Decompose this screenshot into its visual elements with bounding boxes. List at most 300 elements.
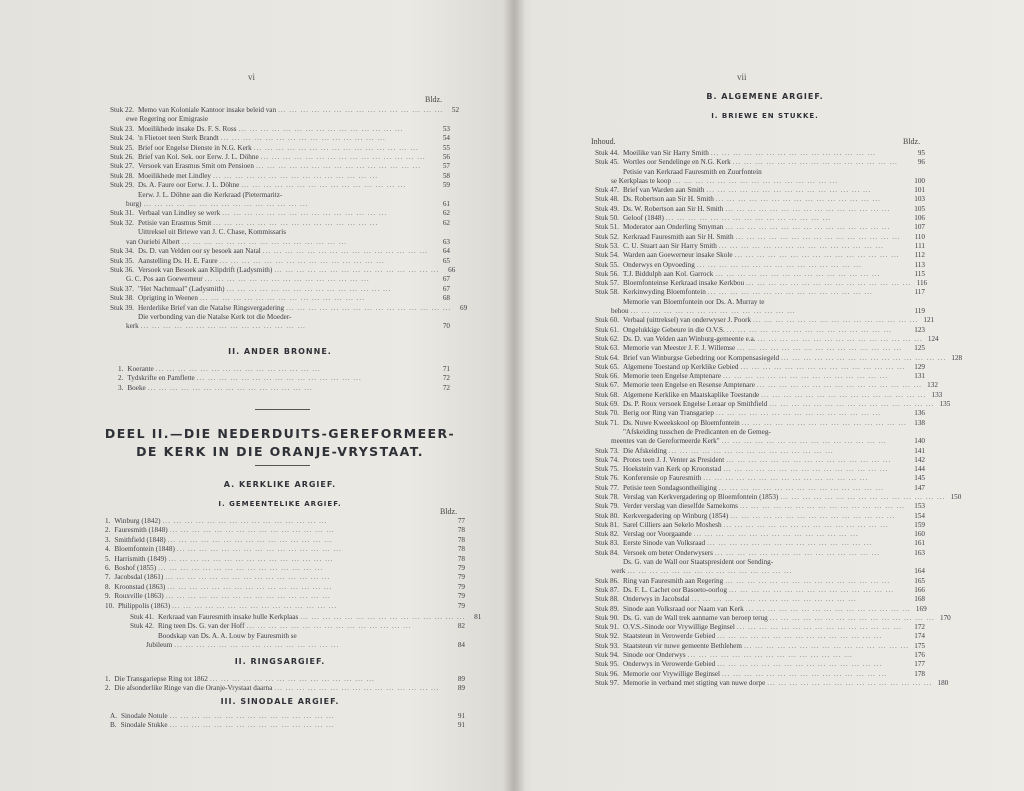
- toc-entry-label: A.: [110, 712, 117, 720]
- toc-entry-title: Ds. Robertson aan Sir H. Smith: [622, 195, 714, 204]
- toc-entry-label: Stuk 75.: [595, 465, 619, 474]
- toc-entry-leader: [213, 172, 434, 181]
- toc-entry-leader: [143, 200, 434, 209]
- toc-entry-title: Verbaal van Lindley se werk: [137, 209, 221, 218]
- toc-list-ringe: [105, 675, 465, 694]
- toc-entry-leader: [716, 195, 909, 204]
- toc-entry-title: se Kerkplaas te koop: [611, 176, 672, 185]
- toc-entry: [595, 233, 925, 242]
- toc-entry-title: Sinode oor Onderwys: [622, 651, 686, 660]
- toc-entry-leader: [761, 391, 926, 400]
- toc-entry-leader: [758, 335, 923, 344]
- toc-entry-leader: [688, 651, 909, 660]
- toc-entry-label: Stuk 25.: [110, 143, 134, 152]
- toc-entry-title: Berig oor Ring van Transgariep: [622, 409, 715, 418]
- toc-entry-label: Stuk 65.: [595, 362, 619, 371]
- toc-entry: [110, 712, 465, 721]
- toc-entry-leader: [162, 517, 449, 526]
- toc-entry-leader: [744, 642, 909, 651]
- toc-entry-page: 132: [927, 381, 938, 390]
- part-two-heading-line1: DEEL II.—DIE NEDERDUITS-GEREFORMEER-: [104, 426, 456, 441]
- toc-entry-label: Stuk 60.: [595, 316, 619, 325]
- toc-entry: [105, 573, 465, 582]
- toc-entry-title: van Ouriebi Albert: [126, 237, 180, 246]
- toc-entry: [595, 567, 925, 576]
- toc-entry-title: Ds. P. Roux versoek Engelse Leraar op Smithfield: [622, 400, 768, 409]
- toc-entry-page: 116: [916, 279, 928, 288]
- toc-entry: [118, 384, 450, 393]
- toc-entry: [595, 678, 949, 688]
- toc-entry-label: Stuk 38.: [110, 294, 134, 303]
- toc-entry: [595, 447, 925, 456]
- toc-entry-page: 62: [442, 218, 450, 227]
- toc-entry: [595, 381, 938, 390]
- toc-entry-page: 123: [914, 325, 925, 334]
- toc-entry-leader: [241, 181, 434, 190]
- toc-entry-label: Stuk 84.: [595, 548, 619, 557]
- toc-entry-title: Bloemfontein (1848): [114, 545, 175, 554]
- toc-entry-label: Stuk 49.: [595, 204, 619, 213]
- toc-entry-title: Petisie van Erasmus Smit: [137, 218, 212, 227]
- toc-entry-leader: [286, 304, 451, 313]
- toc-entry-page: 72: [442, 374, 450, 383]
- toc-entry-leader: [210, 675, 449, 684]
- toc-entry-label: Stuk 57.: [595, 279, 619, 288]
- toc-entry-title: Memorie oor Vrywillige Beginsel: [622, 669, 721, 678]
- right-page-col-left: Inhoud.: [591, 137, 616, 146]
- toc-entry-label: Stuk 88.: [595, 595, 619, 604]
- toc-entry-title: Die Afskeiding: [622, 446, 667, 455]
- toc-entry-page: 125: [914, 344, 925, 353]
- toc-entry-title: Staatsteun in Verowerde Gebied: [622, 632, 716, 641]
- toc-entry-page: 78: [457, 554, 465, 563]
- toc-entry-leader: [703, 474, 909, 483]
- toc-entry: [110, 228, 450, 237]
- toc-entry: [595, 270, 925, 279]
- toc-entry: [130, 613, 482, 622]
- toc-entry-title: Harrismith (1849): [114, 554, 167, 563]
- toc-entry: [595, 205, 925, 214]
- section-briewe-en-stukke: I. BRIEWE EN STUKKE.: [711, 112, 819, 120]
- toc-entry-label: Stuk 44.: [595, 149, 619, 157]
- right-page-col-right: Bldz.: [903, 137, 921, 146]
- toc-entry-label: Stuk 80.: [595, 511, 619, 520]
- left-page-col-label-2: Bldz.: [440, 507, 458, 516]
- toc-entry-page: 168: [914, 595, 925, 604]
- toc-entry: [595, 334, 939, 344]
- toc-entry-label: Stuk 64.: [595, 353, 619, 362]
- toc-entry-title: Oprigting in Weenen: [137, 294, 198, 303]
- toc-entry-label: 8.: [105, 582, 111, 591]
- toc-entry-leader: [627, 567, 909, 576]
- toc-entry-page: 160: [914, 530, 925, 539]
- toc-entry-title: Ds. F. L. Cachet oor Basoeto-oorlog: [622, 585, 727, 594]
- toc-entry-page: 61: [442, 200, 450, 209]
- toc-entry-label: 2.: [118, 374, 124, 383]
- toc-entry: [595, 530, 925, 539]
- toc-entry-title: Petisie van Kerkraad Fauresmith en Zuurfontein: [622, 167, 762, 176]
- toc-entry-leader: [733, 158, 909, 167]
- toc-entry-title: Hoekstein van Kerk op Kroonstad: [622, 465, 722, 474]
- toc-entry-label: 2.: [105, 526, 111, 535]
- right-page: [525, 0, 1024, 791]
- toc-entry-label: Stuk 36.: [110, 265, 134, 274]
- toc-entry-label: Stuk 67.: [595, 381, 619, 390]
- toc-entry: [110, 153, 450, 162]
- toc-entry-page: 81: [474, 613, 482, 621]
- toc-entry-page: 119: [914, 307, 925, 316]
- toc-entry-leader: [631, 307, 909, 316]
- toc-entry-page: 67: [442, 284, 450, 293]
- toc-entry-page: 117: [914, 288, 925, 297]
- toc-entry-title: Onderwys in Verowerde Gebied: [622, 660, 716, 669]
- toc-entry-label: 6.: [105, 564, 111, 573]
- toc-entry: [595, 660, 925, 669]
- toc-entry-label: 10.: [105, 601, 114, 610]
- toc-entry-leader: [725, 223, 909, 232]
- divider-rule: [255, 465, 310, 466]
- toc-entry-label: Stuk 74.: [595, 455, 619, 464]
- toc-entry-title: 'n Flietoet teen Sterk Brandt: [137, 134, 219, 143]
- toc-entry: [595, 307, 925, 316]
- toc-entry: [595, 502, 925, 511]
- toc-entry-leader: [707, 539, 909, 548]
- toc-entry-title: "Afskeiding tusschen de Predicanten en de Gemeg-: [622, 427, 771, 436]
- toc-entry: [595, 595, 925, 604]
- toc-entry-title: Warden aan Goewerneur insake Skole: [622, 251, 733, 260]
- toc-entry: [595, 251, 925, 260]
- toc-entry-title: Ds. W. Robertson aan Sir H. Smith: [622, 204, 724, 213]
- toc-entry: [595, 549, 925, 558]
- toc-entry-title: Memo van Koloniale Kantoor insake beleid van: [137, 106, 277, 114]
- toc-entry: [595, 149, 925, 158]
- toc-entry-leader: [735, 251, 909, 260]
- toc-entry-title: Ring van Fauresmith aan Regering: [622, 576, 724, 585]
- toc-entry-title: Kerkraad Fauresmith aan Sir H. Smith: [622, 232, 734, 241]
- toc-entry: [110, 313, 450, 322]
- section-algemene-argief: B. ALGEMENE ARGIEF.: [706, 92, 824, 101]
- toc-entry-page: 178: [914, 669, 925, 678]
- toc-entry-title: Brief van Kol. Sek. oor Eerw. J. L. Döhne: [137, 153, 259, 162]
- toc-entry-leader: [158, 564, 449, 573]
- toc-entry-title: Smithfield (1848): [114, 535, 166, 544]
- toc-list-ander-bronne: [118, 365, 450, 393]
- toc-entry-page: 113: [914, 260, 925, 269]
- toc-entry: [110, 106, 460, 115]
- toc-entry-leader: [767, 679, 932, 688]
- toc-entry: [110, 134, 450, 143]
- toc-entry-page: 174: [914, 632, 925, 641]
- toc-entry-title: Sarel Cilliers aan Sekelo Moshesh: [622, 520, 722, 529]
- toc-list-sinodale: [110, 712, 465, 731]
- toc-entry-label: Stuk 39.: [110, 303, 134, 312]
- toc-entry: [595, 670, 925, 679]
- toc-entry-label: Stuk 68.: [595, 390, 619, 399]
- toc-entry-label: Stuk 42.: [130, 622, 154, 631]
- toc-entry-page: 79: [457, 564, 465, 573]
- toc-entry-title: Memorie teen Engelse en Resense Amptenare: [622, 381, 755, 390]
- toc-entry-label: Stuk 90.: [595, 613, 619, 622]
- toc-entry-leader: [170, 712, 449, 721]
- toc-entry-label: Stuk 27.: [110, 162, 134, 171]
- toc-entry-leader: [724, 521, 909, 530]
- toc-entry-page: 78: [457, 545, 465, 554]
- toc-entry-page: 140: [914, 437, 925, 446]
- toc-entry-page: 103: [914, 195, 925, 204]
- toc-entry-page: 110: [914, 232, 925, 241]
- toc-entry-leader: [697, 261, 909, 270]
- toc-entry-title: Ds. D. van Velden oor sy besoek aan Natal: [137, 247, 261, 256]
- toc-entry-leader: [694, 530, 909, 539]
- toc-entry-leader: [692, 595, 909, 604]
- toc-entry-title: kerk: [126, 322, 139, 331]
- toc-entry-title: Ds. G. van de Wall trek aanname van beroep terug: [622, 613, 768, 622]
- toc-entry-label: 1.: [105, 675, 111, 683]
- toc-entry-label: Stuk 58.: [595, 288, 619, 297]
- toc-entry-leader: [278, 106, 443, 115]
- toc-entry: [595, 177, 925, 186]
- toc-entry-title: Boshof (1855): [114, 564, 157, 573]
- toc-entry: [595, 344, 925, 353]
- toc-entry-title: Brief oor Engelse Dienste in N.G. Kerk: [137, 143, 252, 152]
- toc-entry: [110, 162, 450, 171]
- toc-entry-title: ewe Regering oor Emigrasie: [126, 115, 209, 124]
- toc-entry-label: Stuk 56.: [595, 269, 619, 278]
- toc-entry: [595, 363, 925, 372]
- toc-entry-label: Stuk 48.: [595, 195, 619, 204]
- toc-entry: [105, 583, 465, 592]
- toc-entry-page: 163: [914, 548, 925, 557]
- toc-entry-label: Stuk 45.: [595, 158, 619, 167]
- toc-entry-title: G. C. Pos aan Goewerneur: [126, 275, 203, 284]
- toc-entry-leader: [719, 484, 909, 493]
- toc-entry-label: Stuk 95.: [595, 660, 619, 669]
- toc-entry-label: 5.: [105, 554, 111, 563]
- toc-entry: [110, 209, 450, 218]
- toc-entry: [595, 465, 925, 474]
- toc-entry-label: Stuk 63.: [595, 344, 619, 353]
- toc-entry: [105, 602, 465, 611]
- toc-entry: [130, 641, 465, 650]
- toc-entry: [595, 372, 925, 381]
- toc-entry-leader: [737, 344, 909, 353]
- toc-entry: [118, 365, 450, 374]
- toc-entry-title: Bloemfonteinse Kerkraad insake Kerkbou: [622, 279, 745, 288]
- toc-entry-title: Moderator aan Onderling Smyman: [622, 223, 724, 232]
- toc-entry-leader: [172, 602, 449, 611]
- toc-entry: [105, 684, 465, 693]
- toc-entry-page: 159: [914, 520, 925, 529]
- toc-entry: [105, 536, 465, 545]
- toc-entry-label: 9.: [105, 592, 111, 601]
- toc-entry-page: 147: [914, 483, 925, 492]
- toc-entry-label: Stuk 96.: [595, 669, 619, 678]
- toc-entry-page: 112: [914, 251, 925, 260]
- section-ringsargief: II. RINGSARGIEF.: [234, 657, 326, 666]
- toc-entry-page: 79: [457, 592, 465, 601]
- section-gemeentelike-argief: I. GEMEENTELIKE ARGIEF.: [218, 500, 342, 508]
- toc-entry-label: Stuk 31.: [110, 209, 134, 218]
- toc-entry: [105, 592, 465, 601]
- toc-entry-leader: [722, 437, 909, 446]
- toc-entry-title: Moeilike van Sir Harry Smith: [622, 149, 709, 157]
- toc-entry: [595, 242, 925, 251]
- toc-entry: [595, 288, 925, 297]
- toc-entry-label: Stuk 41.: [130, 613, 154, 621]
- toc-entry-leader: [274, 684, 449, 693]
- toc-entry-leader: [757, 381, 922, 390]
- toc-entry-title: Wortles oor Sendelinge en N.G. Kerk: [622, 158, 731, 167]
- toc-entry-leader: [666, 214, 909, 223]
- part-two-heading: [95, 425, 465, 461]
- toc-entry-label: Stuk 29.: [110, 181, 134, 190]
- toc-entry-label: B.: [110, 721, 117, 730]
- toc-entry-label: Stuk 61.: [595, 325, 619, 334]
- toc-entry-page: 165: [914, 576, 925, 585]
- book-gutter: [503, 0, 525, 791]
- toc-entry-leader: [673, 177, 909, 186]
- toc-entry: [110, 125, 450, 134]
- toc-entry-page: 91: [457, 721, 465, 730]
- toc-entry-label: Stuk 53.: [595, 241, 619, 250]
- toc-entry-title: Eerw. J. L. Döhne aan die Kerkraad (Pietermaritz-: [137, 190, 283, 199]
- toc-entry: [110, 172, 450, 181]
- toc-entry-label: Stuk 66.: [595, 372, 619, 381]
- toc-entry: [595, 279, 928, 288]
- toc-entry-page: 133: [931, 390, 943, 399]
- toc-entry-leader: [708, 288, 909, 297]
- toc-entry-label: Stuk 70.: [595, 409, 619, 418]
- toc-entry-label: Stuk 92.: [595, 632, 619, 641]
- toc-entry-leader: [711, 149, 909, 158]
- toc-entry-title: Boodskap van Ds. A. A. Louw by Fauresmith se: [157, 631, 297, 640]
- toc-entry-label: Stuk 28.: [110, 171, 134, 180]
- toc-entry-title: Versoek van Erasmus Smit om Pensioen: [137, 162, 254, 171]
- toc-entry-title: Versoek van Besoek aan Klipdrift (Ladysmith): [137, 265, 273, 274]
- toc-entry-page: 115: [914, 269, 925, 278]
- toc-entry-label: Stuk 87.: [595, 585, 619, 594]
- toc-entry-title: "Het Nachtmaal" (Ladysmith): [137, 284, 225, 293]
- toc-entry-page: 59: [442, 181, 450, 190]
- toc-entry: [595, 353, 963, 363]
- toc-entry-leader: [141, 322, 434, 331]
- toc-entry-leader: [780, 493, 945, 502]
- section-ander-bronne: II. ANDER BRONNE.: [228, 347, 332, 356]
- toc-entry-title: Brief van Warden aan Smith: [622, 186, 705, 195]
- toc-entry-title: Aanstelling Ds. H. E. Faure: [137, 256, 218, 265]
- toc-entry-leader: [226, 285, 434, 294]
- toc-entry-title: T.J. Biddulph aan Kol. Garrock: [622, 269, 714, 278]
- toc-entry-title: Sinodale Notule: [121, 712, 168, 720]
- toc-entry-title: Philippolis (1863): [117, 601, 171, 610]
- toc-entry-title: burg): [126, 200, 142, 209]
- toc-entry-page: 166: [914, 585, 925, 594]
- toc-entry-page: 55: [442, 143, 450, 152]
- toc-entry: [105, 517, 465, 526]
- toc-entry-title: Verslag van Kerkvergadering op Bloemfontein (1853): [622, 492, 779, 501]
- toc-entry-title: behou: [611, 307, 629, 316]
- toc-entry-title: O.V.S.-Sinode oor Vrywillige Beginsel: [622, 623, 735, 632]
- right-page-folio: vii: [737, 72, 747, 82]
- toc-entry-leader: [726, 456, 909, 465]
- toc-entry-label: Stuk 47.: [595, 186, 619, 195]
- toc-entry-title: Ds. G. van de Wall oor Staatspresident oor Sending-: [622, 558, 774, 567]
- toc-entry-leader: [723, 465, 909, 474]
- toc-entry-page: 154: [914, 511, 925, 520]
- toc-entry-title: Verbaal (uittreksel) van onderwyser J. Poork: [622, 316, 752, 325]
- toc-entry: [110, 238, 450, 247]
- toc-entry: [110, 115, 450, 124]
- toc-entry-label: Stuk 55.: [595, 260, 619, 269]
- toc-entry-page: 62: [442, 209, 450, 218]
- toc-entry: [595, 261, 925, 270]
- toc-entry-label: Stuk 83.: [595, 539, 619, 548]
- section-sinodale-argief: III. SINODALE ARGIEF.: [220, 697, 340, 706]
- toc-entry-page: 172: [914, 623, 925, 632]
- toc-entry-title: Verder verslag van dieselfde Samekoms: [622, 502, 738, 511]
- toc-entry-leader: [717, 660, 909, 669]
- toc-entry-leader: [166, 592, 449, 601]
- toc-entry-leader: [174, 641, 449, 650]
- toc-entry-leader: [200, 294, 434, 303]
- toc-entry: [595, 651, 925, 660]
- toc-entry-leader: [256, 162, 434, 171]
- toc-entry-page: 106: [914, 214, 925, 223]
- toc-entry-label: Stuk 24.: [110, 134, 134, 143]
- toc-entry: [595, 539, 925, 548]
- toc-entry: [595, 168, 925, 177]
- left-page: [0, 0, 503, 791]
- toc-entry-page: 105: [914, 204, 925, 213]
- toc-entry-title: Boeke: [127, 383, 146, 392]
- toc-entry-title: Memorie van Bloemfontein oor Ds. A. Murray te: [622, 297, 765, 306]
- toc-entry: [595, 456, 925, 465]
- toc-entry-leader: [263, 247, 434, 256]
- toc-entry: [110, 144, 450, 153]
- toc-entry-label: 2.: [105, 684, 111, 693]
- toc-entry: [595, 214, 925, 223]
- toc-entry-title: Geloof (1848): [622, 214, 664, 223]
- toc-entry-leader: [746, 279, 911, 288]
- toc-entry-label: Stuk 76.: [595, 474, 619, 483]
- toc-entry-leader: [725, 577, 909, 586]
- toc-entry: [110, 247, 450, 256]
- toc-entry-label: Stuk 54.: [595, 251, 619, 260]
- toc-list-gemeentes: [105, 517, 465, 611]
- toc-entry-title: Fauresmith (1848): [114, 526, 168, 535]
- toc-entry-label: Stuk 62.: [595, 334, 619, 343]
- toc-entry-title: Protes teen J. J. Venter as President: [622, 455, 725, 464]
- toc-entry-label: Stuk 50.: [595, 214, 619, 223]
- toc-entry-page: 136: [914, 409, 925, 418]
- toc-entry: [110, 275, 450, 284]
- toc-entry-title: Jubileum: [146, 641, 173, 650]
- toc-entry-title: Memorie teen Engelse Amptenare: [622, 372, 721, 381]
- toc-entry-title: Petisie teen Sondagsontheiliging: [622, 483, 717, 492]
- toc-entry-page: 58: [442, 171, 450, 180]
- toc-entry-page: 70: [442, 322, 450, 331]
- toc-entry-page: 65: [442, 256, 450, 265]
- toc-entry-page: 67: [442, 275, 450, 284]
- toc-entry-page: 101: [914, 186, 925, 195]
- toc-entry-page: 54: [442, 134, 450, 143]
- toc-entry-leader: [781, 354, 946, 363]
- toc-entry-title: Winburg (1842): [114, 517, 161, 525]
- toc-entry-label: Stuk 78.: [595, 492, 619, 501]
- toc-entry-leader: [148, 384, 434, 393]
- toc-entry-title: Moeilikhede insake Ds. F. S. Ross: [137, 124, 237, 133]
- toc-entry-page: 145: [914, 474, 925, 483]
